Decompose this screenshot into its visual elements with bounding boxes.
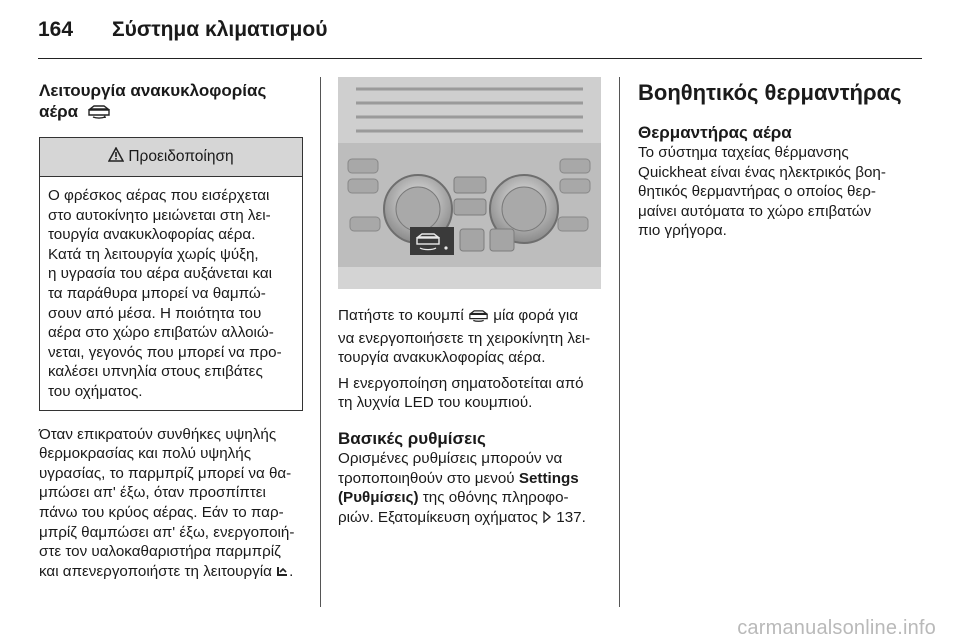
- p2-line: Η ενεργοποίηση σηματοδοτείται από: [338, 374, 584, 392]
- header-rule: [38, 58, 922, 59]
- warning-title: Προειδοποίηση: [128, 148, 234, 166]
- para-line: στε τον υαλοκαθαριστήρα παρμπρίζ: [39, 543, 281, 561]
- right-line: πιο γρήγορα.: [638, 222, 727, 240]
- p1-start: Πατήστε το κουμπί: [338, 307, 464, 324]
- p1-line: τουργία ανακυκλοφορίας αέρα.: [338, 349, 546, 367]
- air-recirculation-icon: [468, 309, 489, 329]
- warning-header: [40, 138, 302, 177]
- p3-line: τροποποιηθούν στο μενού: [338, 469, 515, 487]
- p1-end: μία φορά για: [493, 307, 579, 324]
- para-line: μπρίζ θαμπώσει απ' έξω, ενεργοποιή-: [39, 523, 295, 541]
- warning-line: σουν από μέσα. Η ποιότητα του: [48, 304, 262, 322]
- para-line: πάνω του κρύος αέρας. Εάν το παρ-: [39, 503, 284, 521]
- air-heater-subheading: Θερμαντήρας αέρα: [638, 123, 792, 142]
- warning-line: η υγρασία του αέρα αυξάνεται και: [48, 265, 273, 283]
- para-line: μπώσει απ' έξω, όταν προσπίπτει: [39, 484, 266, 502]
- warning-line: στο αυτοκίνητο μειώνεται στη λει-: [48, 206, 271, 224]
- right-line: θητικός θερμαντήρας ο οποίος θερ-: [638, 183, 876, 201]
- warning-line: αέρα στο χώρο επιβατών αλλοιώ-: [48, 324, 274, 342]
- watermark: carmanualsonline.info: [737, 617, 936, 639]
- basic-settings-heading: Βασικές ρυθμίσεις: [338, 428, 486, 448]
- climate-control-photo: [338, 77, 601, 289]
- warning-triangle-icon: [108, 147, 124, 168]
- p1-line: να ενεργοποιήσετε τη χειροκίνητη λει-: [338, 329, 591, 347]
- p3-line: ριών. Εξατομίκευση οχήματος: [338, 508, 538, 526]
- button-paragraph: [338, 306, 606, 368]
- warning-line: καλέσει υπνηλία στους επιβάτες: [48, 363, 263, 381]
- para-line: και απενεργοποιήστε τη λειτουργία: [39, 562, 272, 580]
- left-column: [39, 80, 303, 583]
- para-line: υγρασίας, το παρμπρίζ μπορεί να θα-: [39, 464, 292, 482]
- column-divider-left: [320, 77, 321, 607]
- para-line: θερμοκρασίας και πολύ υψηλής: [39, 445, 252, 463]
- right-line: Το σύστημα ταχείας θέρμανσης: [638, 144, 849, 161]
- period: .: [289, 562, 294, 580]
- warning-line: Ο φρέσκος αέρας που εισέρχεται: [48, 187, 270, 204]
- warning-box: [39, 137, 303, 411]
- para-line: Όταν επικρατούν συνθήκες υψηλής: [39, 425, 277, 443]
- page-number: 164: [38, 18, 74, 41]
- page-title: Σύστημα κλιματισμού: [112, 18, 328, 41]
- climate-panel-illustration: [338, 77, 601, 289]
- column-divider-right: [619, 77, 620, 607]
- settings-paragraph: [338, 449, 606, 528]
- right-column: [638, 80, 918, 241]
- page-reference-arrow-icon: [542, 509, 552, 529]
- auxiliary-heater-heading: Βοηθητικός θερμαντήρας: [638, 80, 902, 105]
- p3-line: Ορισμένες ρυθμίσεις μπορούν να: [338, 449, 563, 467]
- quickheat-paragraph: [638, 143, 918, 241]
- warning-body: [40, 177, 302, 410]
- page-reference[interactable]: 137.: [556, 508, 586, 526]
- heading-line-2: αέρα: [39, 102, 79, 121]
- air-recirculation-icon: [87, 104, 111, 125]
- settings-menu-name: Settings: [518, 469, 579, 487]
- recirculation-heading: [39, 80, 303, 125]
- warning-line: τα παράθυρα μπορεί να θαμπώ-: [48, 284, 266, 302]
- warning-line: του οχήματος.: [48, 382, 143, 400]
- right-line: μαίνει αυτόματα το χώρο επιβατών: [638, 202, 872, 220]
- p2-line: τη λυχνία LED του κουμπιού.: [338, 394, 533, 412]
- settings-menu-translation: (Ρυθμίσεις): [338, 489, 419, 507]
- warning-line: νεται, γεγονός που μπορεί να προ-: [48, 343, 282, 361]
- condensation-paragraph: [39, 425, 303, 584]
- warning-line: Κατά τη λειτουργία χωρίς ψύξη,: [48, 245, 259, 263]
- p3-line: της οθόνης πληροφο-: [418, 489, 569, 507]
- heading-line-1: Λειτουργία ανακυκλοφορίας: [39, 81, 267, 100]
- led-paragraph: [338, 374, 606, 413]
- warning-line: τουργία ανακυκλοφορίας αέρα.: [48, 226, 256, 244]
- recirculation-mode-icon: [276, 564, 289, 584]
- middle-column: [338, 77, 606, 528]
- right-line: Quickheat είναι ένας ηλεκτρικός βοη-: [638, 163, 886, 181]
